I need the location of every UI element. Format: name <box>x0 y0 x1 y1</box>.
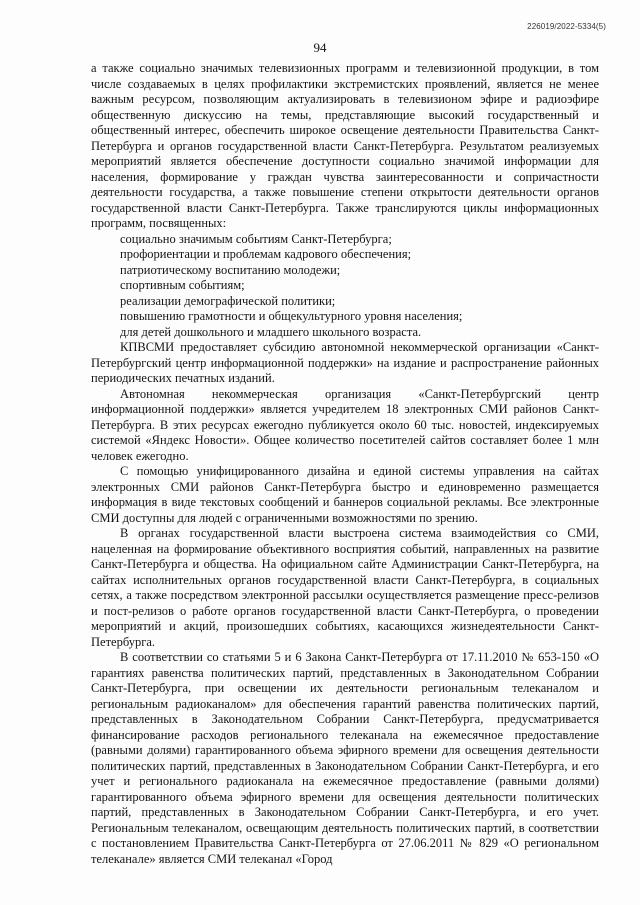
programs-list <box>91 232 599 341</box>
list-item: спортивным событиям; <box>120 278 245 292</box>
document-id: 226019/2022-5334(5) <box>527 22 606 31</box>
list-item: профориентации и проблемам кадрового обеспечения; <box>120 247 412 261</box>
list-item: повышению грамотности и общекультурного уровня населения; <box>120 309 463 323</box>
paragraph-law-guarantees: В соответствии со статьями 5 и 6 Закона Санкт-Петербурга от 17.11.2010 № 653-150 «О гарантиях равенства политических партий, представленных в Законодательном Собрании Санкт-Петербурга, при освещении их деятельности региональным телеканалом и региональным радиоканалом» для обеспечения гарантий равенства политических партий, представленных в Законодательном Собрании Санкт-Петербурга, предусматривается финансирование расходов регионального телеканала на ежемесячное предоставление (равными долями) гарантированного объема эфирного времени для освещения деятельности политических партий, представленных в Законодательном Собрании Санкт-Петербурга, и его учет и регионального радиоканала на ежемесячное предоставление (равными долями) гарантированного объема эфирного времени для освещения деятельности политических партий, представленных в Законодательном Собрании Санкт-Петербурга, и его учет. Региональным телеканалом, освещающим деятельность политических партий, в соответствии с постановлением Правительства Санкт-Петербурга от 27.06.2011 № 829 «О региональном телеканале» является СМИ телеканал «Город <box>91 650 599 866</box>
paragraph-ano-founder: Автономная некоммерческая организация «Санкт-Петербургский центр информационной поддержки» является учредителем 18 электронных СМИ районов Санкт-Петербурга. В этих ресурсах ежегодно публикуется около 60 тыс. новостей, индексируемых системой «Яндекс Новости». Общее количество посетителей сайтов составляет более 1 млн человек ежегодно. <box>91 386 599 463</box>
list-item: для детей дошкольного и младшего школьного возраста. <box>120 324 422 339</box>
list-item: реализации демографической политики; <box>120 293 336 308</box>
paragraph-subsidy: КПВСМИ предоставляет субсидию автономной некоммерческой организации «Санкт-Петербургский центр информационной поддержки» на издание и распространение районных периодических печатных изданий. <box>91 340 599 385</box>
page-number: 94 <box>313 40 327 55</box>
paragraph-media-interaction: В органах государственной власти выстроена система взаимодействия со СМИ, нацеленная на формирование объективного восприятия событий, направленных на развитие Санкт-Петербурга и общества. На официальном сайте Администрации Санкт-Петербурга, на сайтах исполнительных органов государственной власти Санкт-Петербурга, в социальных сетях, а также посредством электронной рассылки осуществляется размещение пресс-релизов и пост-релизов о работе органов государственной власти Санкт-Петербурга, о проведении мероприятий и акций, произошедших событиях, касающихся жизнедеятельности Санкт-Петербурга. <box>91 526 599 649</box>
document-body <box>91 61 599 867</box>
paragraph-continuation: а также социально значимых телевизионных программ и телевизионной продукции, в том числе создаваемых в целях профилактики экстремистских проявлений, является не менее важным ресурсом, позволяющим актуализировать в телевизионом эфире и радиоэфире общественную дискуссию на темы, представляющие высокий государственный и общественный интерес, обеспечить широкое освещение деятельности Правительства Санкт-Петербурга и органов государственной власти Санкт-Петербурга. Результатом реализуемых мероприятий является обеспечение доступности социально значимой информации для населения, формирование у граждан чувства заинтересованности и сопричастности деятельности государства, а также повышение степени открытости деятельности органов государственной власти Санкт-Петербурга. Также транслируются циклы информационных программ, посвященных: <box>91 61 599 230</box>
list-item: патриотическому воспитанию молодежи; <box>120 262 341 277</box>
list-item: социально значимым событиям Санкт-Петербурга; <box>120 231 392 246</box>
paragraph-unified-design: С помощью унифицированного дизайна и единой системы управления на сайтах электронных СМИ районов Санкт-Петербурга быстро и единовременно размещается информация в виде текстовых сообщений и баннеров социальной рекламы. Все электронные СМИ доступны для людей с ограниченными возможностями по зрению. <box>91 464 599 525</box>
